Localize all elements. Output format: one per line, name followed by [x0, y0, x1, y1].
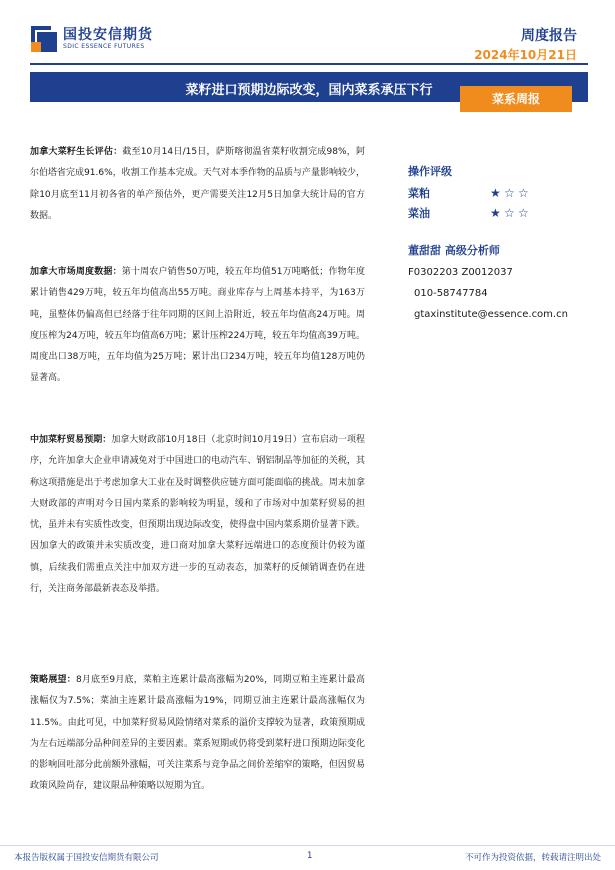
logo-name-cn: 国投安信期货	[63, 27, 153, 43]
paragraph-lead: 加拿大菜籽生长评估：	[30, 147, 123, 157]
paragraph-text: 加拿大财政部10月18日（北京时间10月19日）宣布启动一项程序，允许加拿大企业申请减免对于中国进口的电动汽车、钢铝制品等加征的关税，其称这项措施是出于考虑加拿大工业在及时调整供应链方面可能面临的挑战。周末加拿大财政部的声明对今日国内菜系的影响较为明显，缓和了市场对中加菜籽贸易的担忧，虽并未有实质性改变，但预期出现边际改变，使得盘中国内菜系期价显著下跌。因加拿大的政策并未实质改变，进口商对加拿大菜籽远端进口的态度预计仍较为谨慎，后续我们需重点关注中加双方进一步的互动表态，加菜籽的反倾销调查仍在进行，关注商务部最新表态及举措。	[30, 435, 365, 595]
logo	[31, 26, 153, 52]
footer-divider	[0, 845, 615, 846]
paragraph-text: 第十周农户销售50万吨，较五年均值51万吨略低；作物年度累计销售429万吨，较五年均值高出55万吨。商业库存与上周基本持平，为163万吨，虽整体仍偏高但已经落于往年同期的区间上沿附近，较五年均值高24万吨。周度压榨为24万吨，较五年均值高6万吨；累计压榨224万吨，较五年均值高39万吨。周度出口38万吨，五年均值为25万吨；累计出口234万吨，较五年均值128万吨仍显著高。	[30, 267, 365, 384]
star-empty-icon: ☆	[504, 206, 515, 220]
report-title: 菜籽进口预期边际改变，国内菜系承压下行	[185, 83, 433, 98]
logo-mark-icon	[31, 26, 57, 52]
footer-copyright: 本报告版权属于国投安信期货有限公司	[14, 853, 159, 863]
star-filled-icon: ★	[490, 206, 501, 220]
rating-row-meal	[408, 183, 608, 203]
paragraph-lead: 策略展望：	[30, 675, 76, 685]
rating-title: 操作评级	[408, 165, 452, 178]
paragraph-strategy	[30, 670, 365, 798]
paragraph-text: 截至10月14日/15日，萨斯喀彻温省菜籽收割完成98%，阿尔伯塔省完成91.6%，收割工作基本完成。天气对本季作物的品质与产量影响较少，除10月底至11月初各省的单产预估外，更产需要关注12月5日加拿大统计局的官方数据。	[30, 147, 365, 221]
paragraph-text: 8月底至9月底，菜粕主连累计最高涨幅为20%，同期豆粕主连累计最高涨幅仅为7.5%；菜油主连累计最高涨幅为19%，同期豆油主连累计最高涨幅仅为11.5%。由此可见，中加菜籽贸易风险情绪对菜系的溢价支撑较为显著，政策预期成为左右远端部分品种间差异的主要因素。菜系短期或仍将受到菜籽进口预期边际变化的影响回吐部分此前额外涨幅，可关注菜系与竞争品之间价差缩窄的策略，但因贸易政策风险尚存，建议限品种策略以短期为宜。	[30, 675, 365, 792]
analyst-name: 董甜甜 高级分析师	[408, 244, 500, 257]
star-empty-icon: ☆	[518, 206, 529, 220]
paragraph-lead: 加拿大市场周度数据：	[30, 267, 122, 277]
star-rating	[490, 206, 532, 220]
paragraph-lead: 中加菜籽贸易预期：	[30, 435, 112, 445]
star-empty-icon: ☆	[518, 186, 529, 200]
star-empty-icon: ☆	[504, 186, 515, 200]
analyst-email: gtaxinstitute@essence.com.cn	[414, 309, 568, 320]
report-type: 周度报告	[521, 28, 577, 44]
header-divider	[30, 63, 588, 65]
rating-name: 菜粕	[408, 187, 430, 200]
analyst-phone: 010-58747784	[414, 288, 488, 299]
report-subtitle: 菜系周报	[460, 86, 572, 112]
rating-row-oil	[408, 203, 608, 223]
logo-name-en: SDIC ESSENCE FUTURES	[63, 43, 145, 50]
report-date: 2024年10月21日	[474, 48, 577, 62]
star-filled-icon: ★	[490, 186, 501, 200]
paragraph-trade-outlook	[30, 430, 365, 600]
paragraph-market-data	[30, 262, 365, 390]
analyst-license: F0302203 Z0012037	[408, 267, 513, 278]
footer-disclaimer: 不可作为投资依据，转载请注明出处	[464, 853, 601, 863]
rating-name: 菜油	[408, 207, 430, 220]
paragraph-crop-assessment	[30, 142, 365, 227]
page-number: 1	[307, 851, 313, 861]
sidebar	[408, 161, 608, 325]
star-rating	[490, 186, 532, 200]
